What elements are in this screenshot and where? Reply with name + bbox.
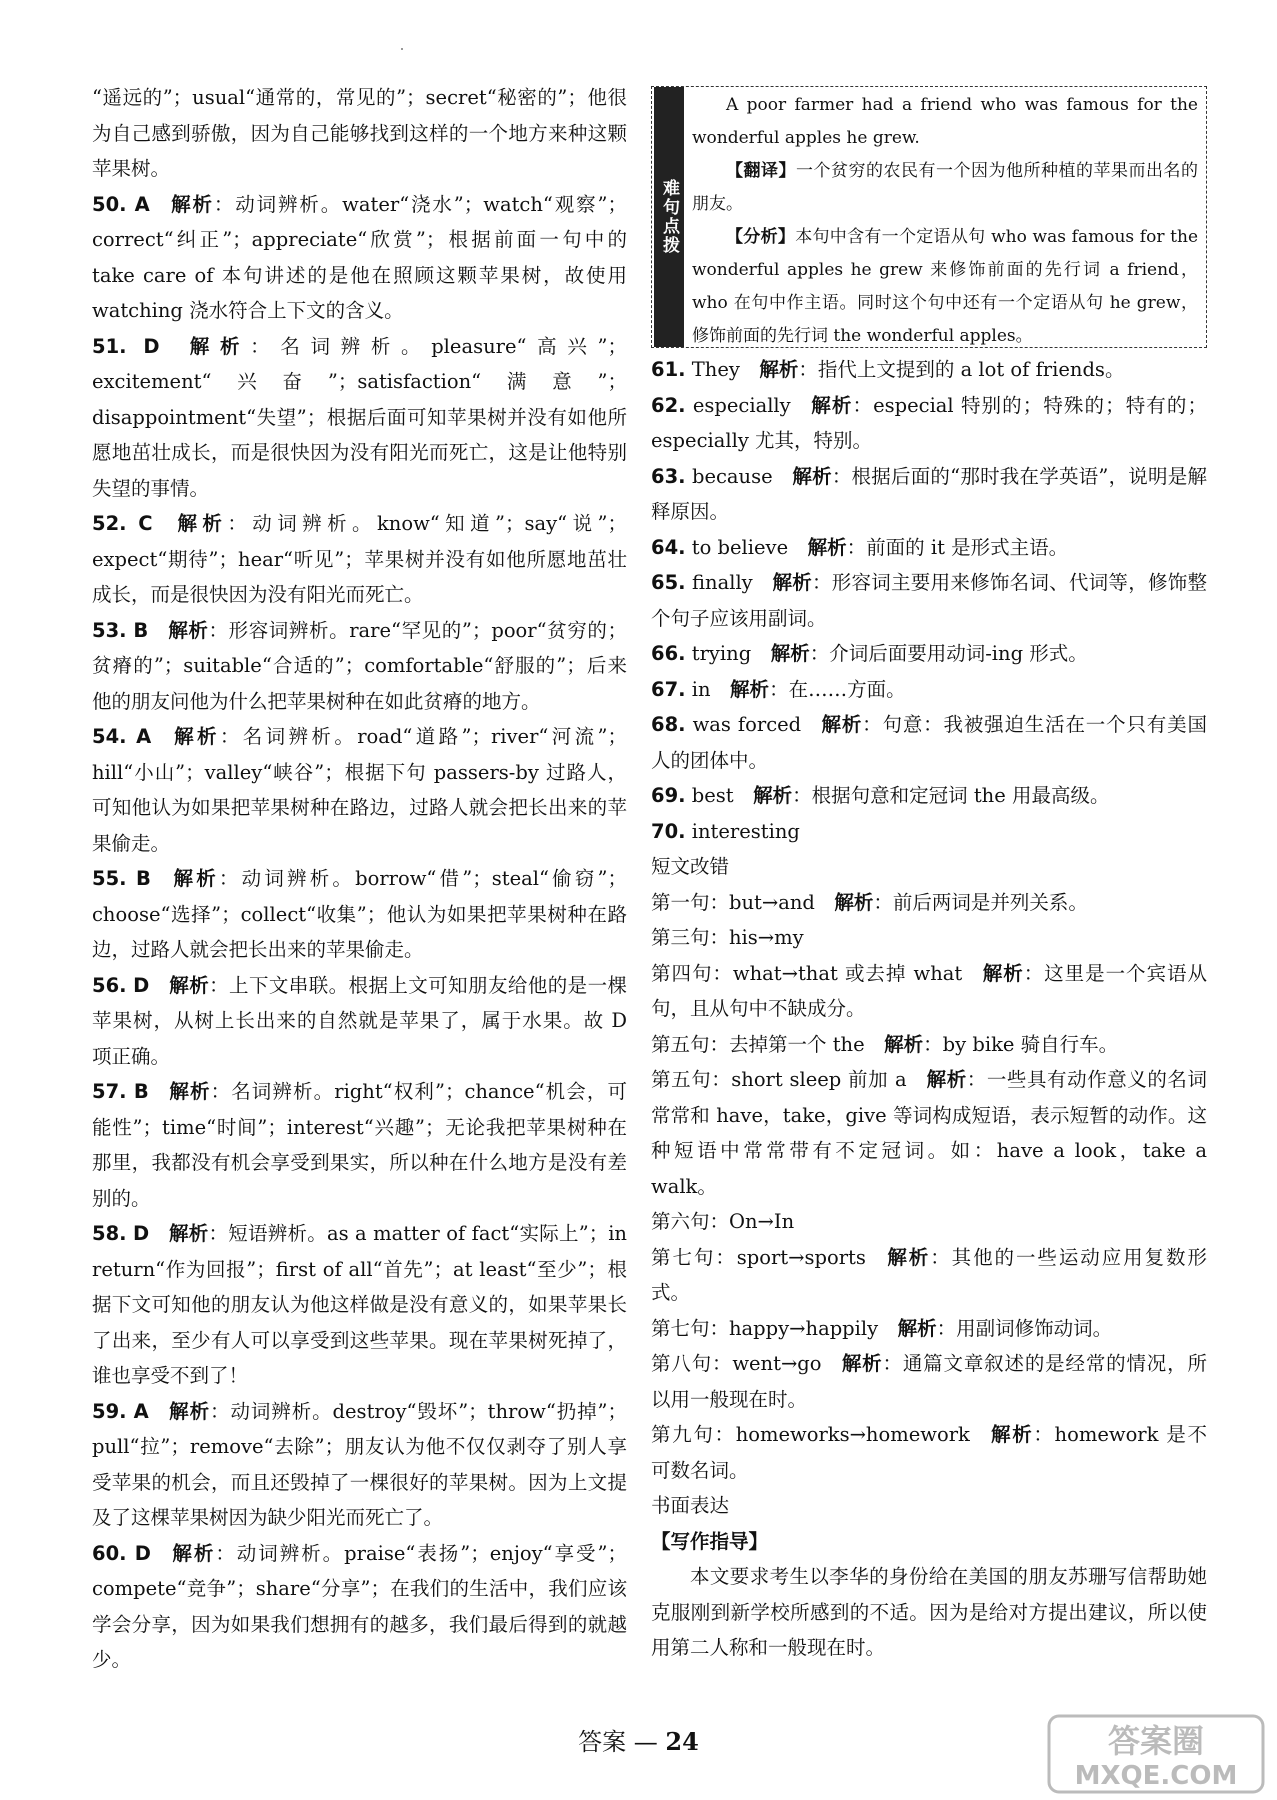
item-text: “遥远的”；usual“通常的，常见的”；secret“秘密的”；他很为自己感到骄傲，因为自己能够找到这样的一个地方来种这颗苹果树。 <box>92 86 627 180</box>
item-answer: A <box>133 1399 149 1423</box>
item-answer: interesting <box>691 819 800 843</box>
item-text: ：动词辨析。destroy“毁坏”；throw“扔掉”；pull“拉”；remove“去除”；朋友认为他不仅仅剥夺了别人享受苹果的机会，而且还毁掉了一棵很好的苹果树。因为上文提及了这棵苹果树因为缺少阳光而死亡了。 <box>92 1399 628 1529</box>
item-text: ：短语辨析。as a matter of fact“实际上”；in return“作为回报”；first of all“首先”；at least“至少”；根据下文可知他的朋友认为他这样做是没有意义的，如果苹果长了出来，至少有人可以享受到这些苹果。现在苹果树死掉了，谁也享受不到了！ <box>92 1222 627 1387</box>
item-answer: A <box>136 725 152 748</box>
correction-change: 第六句：On→In <box>651 1210 795 1233</box>
answer-item <box>92 719 627 861</box>
box-tag: 难句点拨 <box>654 87 684 347</box>
item-answer: best <box>691 784 734 807</box>
answer-item <box>651 672 1207 708</box>
item-answer: D <box>134 1541 151 1565</box>
correction-change: 第一句：but→and <box>651 890 815 914</box>
item-number: 64. <box>651 535 686 559</box>
item-text: ：especial 特别的；特殊的；特有的；especially 尤其，特别。 <box>651 393 1207 452</box>
item-answer: They <box>691 358 740 381</box>
watermark-bottom: MXQE.COM <box>1074 1761 1238 1791</box>
analysis-label: 解析 <box>897 1316 937 1340</box>
item-text: ：动词辨析。borrow“借”；steal“偷窃”；choose“选择”；collect“收集”；他认为如果把苹果树种在路边，过路人就会把长出来的苹果偷走。 <box>92 867 627 961</box>
writing-guide-label: 【写作指导】 <box>651 1529 769 1553</box>
analysis-label: 解析 <box>179 334 251 358</box>
item-answer: especially <box>692 393 791 417</box>
item-text: ：形容词主要用来修饰名词、代词等，修饰整个句子应该用副词。 <box>651 571 1207 630</box>
analysis-label: 解析 <box>981 961 1024 985</box>
item-text: ：指代上文提到的 a lot of friends。 <box>798 358 1125 381</box>
correction-item <box>651 1240 1207 1311</box>
answer-item <box>651 352 1207 388</box>
item-text: ：根据句意和定冠词 the 用最高级。 <box>792 784 1110 807</box>
item-answer: B <box>135 867 151 890</box>
item-number: 63. <box>651 464 686 488</box>
analysis-label: 解析 <box>989 1423 1034 1446</box>
item-number: 57. <box>92 1080 127 1103</box>
scan-mark <box>401 48 403 50</box>
answer-item <box>92 1536 627 1678</box>
analysis-label: 解析 <box>772 571 812 594</box>
item-answer: D <box>133 973 150 997</box>
page-number: 24 <box>665 1727 699 1756</box>
box-sentence: A poor farmer had a friend who was famous for the wonderful apples he grew. <box>692 95 1198 148</box>
item-number: 67. <box>651 677 686 701</box>
analysis-label: 解析 <box>926 1068 967 1091</box>
writing-heading: 书面表达 <box>651 1494 730 1517</box>
box-translation <box>692 155 1198 221</box>
item-number: 70. <box>651 819 686 843</box>
answer-item <box>92 506 627 613</box>
correction-item <box>651 1062 1207 1204</box>
answer-item <box>92 1216 627 1394</box>
item-number: 51. <box>92 334 127 358</box>
item-number: 68. <box>651 713 686 736</box>
analysis-label: 解析 <box>167 618 209 642</box>
item-answer: because <box>691 464 773 488</box>
item-number: 52. <box>92 512 127 535</box>
item-answer: A <box>134 192 150 216</box>
analysis-label: 解析 <box>810 393 853 417</box>
answer-item <box>92 1074 627 1216</box>
analysis-label: 解析 <box>834 890 874 914</box>
correction-text: ：用副词修饰动词。 <box>936 1316 1113 1340</box>
item-answer: to believe <box>691 535 789 559</box>
analysis-label: 解析 <box>168 1080 211 1103</box>
correction-change: 第四句：what→that 或去掉 what <box>651 961 963 985</box>
correction-text: ：一些具有动作意义的名词常常和 have，take，give 等词构成短语，表示短暂的动作。这种短语中常常带有不定冠词。如：have a look，take a walk。 <box>651 1068 1207 1198</box>
correction-item <box>651 1346 1207 1417</box>
writing-guide-label-line <box>651 1524 1207 1560</box>
item-text: ：名词辨析。road“道路”；river“河流”；hill“小山”；valley“峡谷”；根据下句 passers-by 过路人，可知他认为如果把苹果树种在路边，过路人就会把长出来的苹果偷走。 <box>92 725 627 855</box>
answer-item <box>651 778 1207 814</box>
item-answer: B <box>133 1080 149 1103</box>
correction-change: 第九句：homeworks→homework <box>651 1423 970 1446</box>
analysis-label: 解析 <box>172 512 228 535</box>
translation-label: 【翻译】 <box>726 161 796 181</box>
correction-change: 第五句：去掉第一个 the <box>651 1032 865 1056</box>
correction-item <box>651 956 1207 1027</box>
box-analysis <box>692 221 1198 353</box>
watermark-top: 答案圈 <box>1107 1722 1205 1760</box>
correction-text: ：其他的一些运动应用复数形式。 <box>651 1245 1207 1304</box>
item-text: ：上下文串联。根据上文可知朋友给他的是一棵苹果树，从树上长出来的自然就是苹果了，属于水果。故 D 项正确。 <box>92 973 627 1068</box>
item-answer: in <box>691 677 711 701</box>
item-answer: C <box>138 512 153 535</box>
correction-change: 第五句：short sleep 前加 a <box>651 1068 907 1091</box>
analysis-label: 解析 <box>168 1222 209 1245</box>
answer-item <box>651 459 1207 530</box>
answer-item <box>651 707 1207 778</box>
correction-text: ：by bike 骑自行车。 <box>923 1032 1119 1056</box>
analysis-label: 【分析】 <box>726 227 796 247</box>
correction-list <box>651 885 1207 1489</box>
item-text: ：名词辨析。right“权利”；chance“机会，可能性”；time“时间”；interest“兴趣”；无论我把苹果树种在那里，我都没有机会享受到果实，所以种在什么地方是没有差别的。 <box>92 1080 627 1210</box>
item-number: 55. <box>92 867 127 890</box>
answer-item <box>92 1394 627 1536</box>
item-number: 54. <box>92 725 127 748</box>
item-answer: D <box>133 1222 150 1245</box>
analysis-label: 解析 <box>170 1541 216 1565</box>
analysis-label: 解析 <box>170 725 220 748</box>
answer-item <box>651 565 1207 636</box>
left-column <box>92 80 627 1678</box>
item-number: 56. <box>92 973 127 997</box>
item-text: ：根据后面的“那时我在学英语”，说明是解释原因。 <box>651 464 1207 523</box>
correction-text: ：通篇文章叙述的是经常的情况，所以用一般现在时。 <box>651 1352 1207 1411</box>
item-text: ：介词后面要用动词-ing 形式。 <box>809 642 1088 665</box>
correction-heading: 短文改错 <box>651 855 730 878</box>
correction-change: 第七句：sport→sports <box>651 1245 866 1269</box>
item-text: ：句意：我被强迫生活在一个只有美国人的团体中。 <box>651 713 1207 772</box>
answer-item <box>651 636 1207 672</box>
item-answer: finally <box>692 571 753 594</box>
answer-item <box>92 329 627 507</box>
correction-text: ：这里是一个宾语从句，且从句中不缺成分。 <box>651 961 1207 1020</box>
item-text: ：在……方面。 <box>769 677 906 701</box>
answer-list-61-70 <box>651 352 1207 849</box>
correction-change: 第三句：his→my <box>651 926 804 949</box>
analysis-label: 解析 <box>885 1245 931 1269</box>
answer-item <box>92 80 627 187</box>
writing-guide-text: 本文要求考生以李华的身份给在美国的朋友苏珊写信帮助她克服刚到新学校所感到的不适。因为是给对方提出建议，所以使用第二人称和一般现在时。 <box>651 1565 1207 1659</box>
item-text: ：名词辨析。pleasure“高兴”；excitement“兴奋”；satisfaction“满意”；disappointment“失望”；根据后面可知苹果树并没有如他所愿地茁壮成长，而是很快因为没有阳光而死亡，这是让他特别失望的事情。 <box>92 334 627 500</box>
answer-item <box>92 968 627 1075</box>
correction-change: 第七句：happy→happily <box>651 1316 879 1340</box>
analysis-text: 本句中含有一个定语从句 who was famous for the wonderful apples he grew 来修饰前面的先行词 a friend，who 在句中作主语。同时这个句中还有一个定语从句 he grew，修饰前面的先行词 the wonderful apples。 <box>692 227 1199 346</box>
item-text: ：动词辨析。water“浇水”；watch“观察”；correct“纠正”；appreciate“欣赏”；根据前面一句中的 take care of 本句讲述的是他在照顾这颗苹果树，故使用 watching 浇水符合上下文的含义。 <box>92 192 627 322</box>
item-number: 53. <box>92 618 127 642</box>
analysis-label: 解析 <box>770 642 810 665</box>
item-answer: B <box>133 618 149 642</box>
answer-item <box>651 530 1207 566</box>
item-number: 60. <box>92 1541 127 1565</box>
analysis-label: 解析 <box>807 535 847 559</box>
item-number: 69. <box>651 784 686 807</box>
answer-item <box>651 388 1207 459</box>
item-number: 59. <box>92 1399 127 1423</box>
item-number: 50. <box>92 192 127 216</box>
correction-item <box>651 1417 1207 1488</box>
difficult-sentence-box <box>651 86 1207 348</box>
item-answer: was forced <box>692 713 802 736</box>
footer-label: 答案 — <box>578 1728 666 1756</box>
answer-item <box>651 814 1207 850</box>
correction-item <box>651 1027 1207 1063</box>
analysis-label: 解析 <box>753 784 793 807</box>
right-column <box>651 86 1207 1666</box>
item-answer: trying <box>691 642 752 665</box>
answer-item <box>92 613 627 720</box>
item-text: ：前面的 it 是形式主语。 <box>846 535 1069 559</box>
analysis-label: 解析 <box>168 973 210 997</box>
analysis-label: 解析 <box>170 867 219 890</box>
correction-item <box>651 1204 1207 1240</box>
correction-item <box>651 1311 1207 1347</box>
item-text: ：动词辨析。praise“表扬”；enjoy“享受”；compete“竞争”；share“分享”；在我们的生活中，我们应该学会分享，因为如果我们想拥有的越多，我们最后得到的就越少。 <box>92 1541 627 1671</box>
analysis-label: 解析 <box>169 192 214 216</box>
item-number: 66. <box>651 642 686 665</box>
item-number: 61. <box>651 358 686 381</box>
analysis-label: 解析 <box>884 1032 924 1056</box>
analysis-label: 解析 <box>820 713 863 736</box>
item-answer: D <box>143 334 160 358</box>
correction-item <box>651 885 1207 921</box>
analysis-label: 解析 <box>792 464 832 488</box>
translation-text: 一个贫穷的农民有一个因为他所种植的苹果而出名的朋友。 <box>692 161 1198 214</box>
answer-item <box>92 187 627 329</box>
correction-text: ：homework 是不可数名词。 <box>651 1423 1207 1482</box>
item-number: 58. <box>92 1222 127 1245</box>
item-text: ：形容词辨析。rare“罕见的”；poor“贫穷的；贫瘠的”；suitable“合适的”；comfortable“舒服的”；后来他的朋友问他为什么把苹果树种在如此贫瘠的地方。 <box>92 618 627 713</box>
analysis-label: 解析 <box>730 677 770 701</box>
correction-item <box>651 920 1207 956</box>
correction-change: 第八句：went→go <box>651 1352 822 1375</box>
analysis-label: 解析 <box>168 1399 211 1423</box>
item-number: 62. <box>651 393 686 417</box>
correction-text: ：前后两词是并列关系。 <box>873 890 1088 914</box>
analysis-label: 解析 <box>759 358 799 381</box>
watermark-logo <box>1045 1712 1267 1796</box>
analysis-label: 解析 <box>841 1352 883 1375</box>
item-number: 65. <box>651 571 686 594</box>
answer-item <box>92 861 627 968</box>
item-text: ：动词辨析。know“知道”；say“说”；expect“期待”；hear“听见”；苹果树并没有如他所愿地茁壮成长，而是很快因为没有阳光而死亡。 <box>92 512 627 606</box>
